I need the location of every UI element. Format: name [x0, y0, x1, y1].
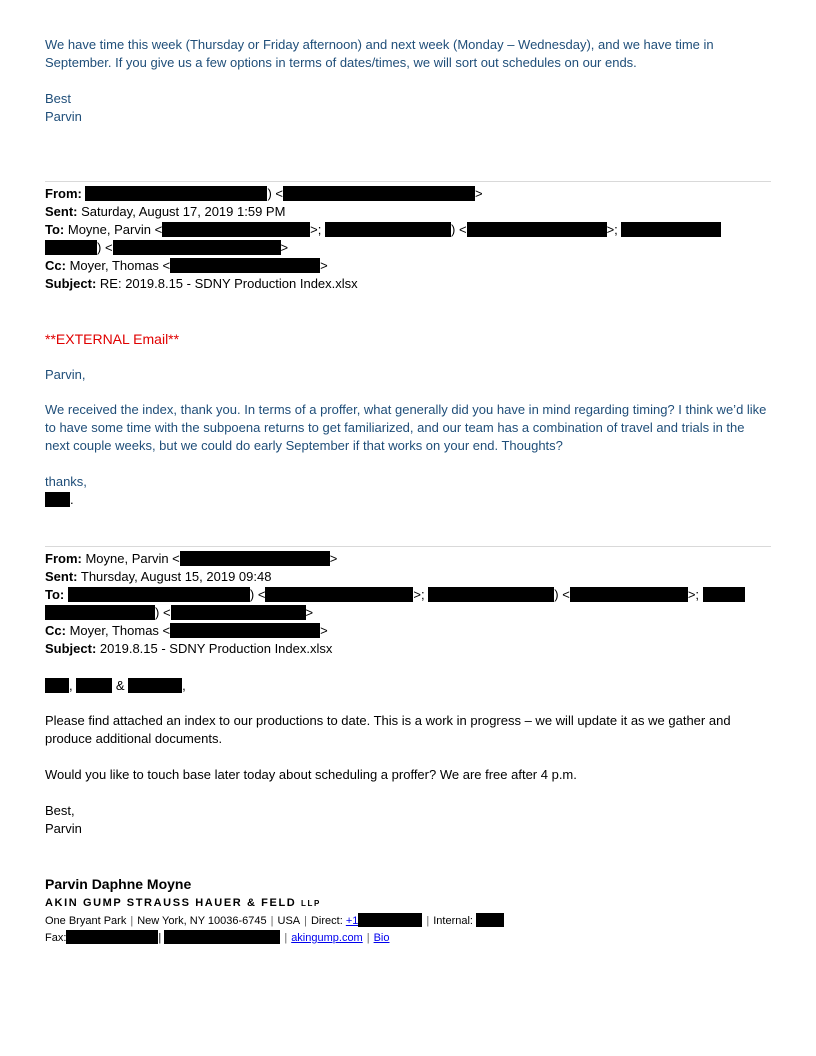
signature-address-line: One Bryant Park | New York, NY 10036-6745 | USA | Direct: +1 | Internal:	[45, 913, 504, 929]
email1-closing: thanks,	[45, 474, 87, 489]
email1-cc: Cc: Moyer, Thomas < >	[45, 258, 328, 273]
redaction	[180, 551, 330, 566]
redaction	[45, 492, 70, 507]
redaction	[45, 605, 155, 620]
email1-to: To: Moyne, Parvin < >; ) < >;	[45, 221, 721, 239]
email1-from: From: ) < >	[45, 186, 483, 201]
email1-subject: Subject: RE: 2019.8.15 - SDNY Production Index.xlsx	[45, 276, 358, 291]
redaction	[171, 605, 306, 620]
email2-signature: Parvin	[45, 821, 82, 836]
email2-body-1: Please find attached an index to our productions to date. This is a work in progress – we will update it as we gather and produce additional documents.	[45, 713, 731, 746]
redaction	[358, 913, 422, 927]
redaction	[467, 222, 607, 237]
redaction	[66, 930, 158, 944]
redaction	[45, 678, 69, 693]
email2-to: To: ) < >; ) < >;	[45, 586, 745, 604]
redaction	[570, 587, 688, 602]
redaction	[170, 623, 320, 638]
divider	[45, 546, 771, 547]
redaction	[703, 587, 745, 602]
signature-name: Parvin Daphne Moyne	[45, 876, 192, 892]
redaction	[476, 913, 504, 927]
email1-body: We received the index, thank you. In terms of a proffer, what generally did you have in mind regarding timing? I think we’d like to have some time with the subpoena returns to get familiarized, and our team has a combination of travel and trials in the next couple weeks, but we could do early September if that works on your end. Thoughts?	[45, 402, 767, 453]
redaction	[45, 240, 97, 255]
email2-cc: Cc: Moyer, Thomas < >	[45, 623, 328, 638]
signature-firm: AKIN GUMP STRAUSS HAUER & FELD LLP	[45, 897, 321, 909]
redaction	[68, 587, 250, 602]
email2-sent: Sent: Thursday, August 15, 2019 09:48	[45, 569, 272, 584]
email1-sent: Sent: Saturday, August 17, 2019 1:59 PM	[45, 204, 286, 219]
top-message-signature: Parvin	[45, 109, 82, 124]
signature-contact-line: Fax: | | akingump.com | Bio	[45, 932, 390, 944]
redaction	[428, 587, 554, 602]
redaction	[170, 258, 320, 273]
external-email-tag: **EXTERNAL Email**	[45, 331, 180, 347]
redaction	[162, 222, 310, 237]
divider	[45, 181, 771, 182]
redaction	[265, 587, 413, 602]
email1-greeting: Parvin,	[45, 367, 86, 382]
redaction	[164, 930, 280, 944]
email2-greeting: , & ,	[45, 677, 186, 695]
email2-body-2: Would you like to touch base later today about scheduling a proffer? We are free after 4 p.m.	[45, 767, 577, 782]
email2-closing: Best,	[45, 803, 75, 818]
bio-link[interactable]: Bio	[373, 932, 390, 944]
top-message-closing: Best	[45, 91, 72, 106]
redaction	[128, 678, 182, 693]
redaction	[621, 222, 721, 237]
email2-subject: Subject: 2019.8.15 - SDNY Production Index.xlsx	[45, 641, 333, 656]
redaction	[113, 240, 281, 255]
email2-from: From: Moyne, Parvin < >	[45, 551, 338, 566]
website-link[interactable]: akingump.com	[291, 932, 363, 944]
redaction	[283, 186, 475, 201]
redaction	[85, 186, 267, 201]
email2-to-cont: ) < >	[45, 604, 313, 622]
email1-to-cont: ) < >	[45, 239, 288, 257]
top-message-body: We have time this week (Thursday or Friday afternoon) and next week (Monday – Wednesday), and we have time in September. If you give us a few options in terms of dates/times, we will sort out schedules on our ends.	[45, 37, 714, 70]
email1-sign: .	[45, 491, 74, 509]
direct-phone-link[interactable]: +1	[345, 915, 359, 927]
redaction	[325, 222, 451, 237]
redaction	[76, 678, 112, 693]
